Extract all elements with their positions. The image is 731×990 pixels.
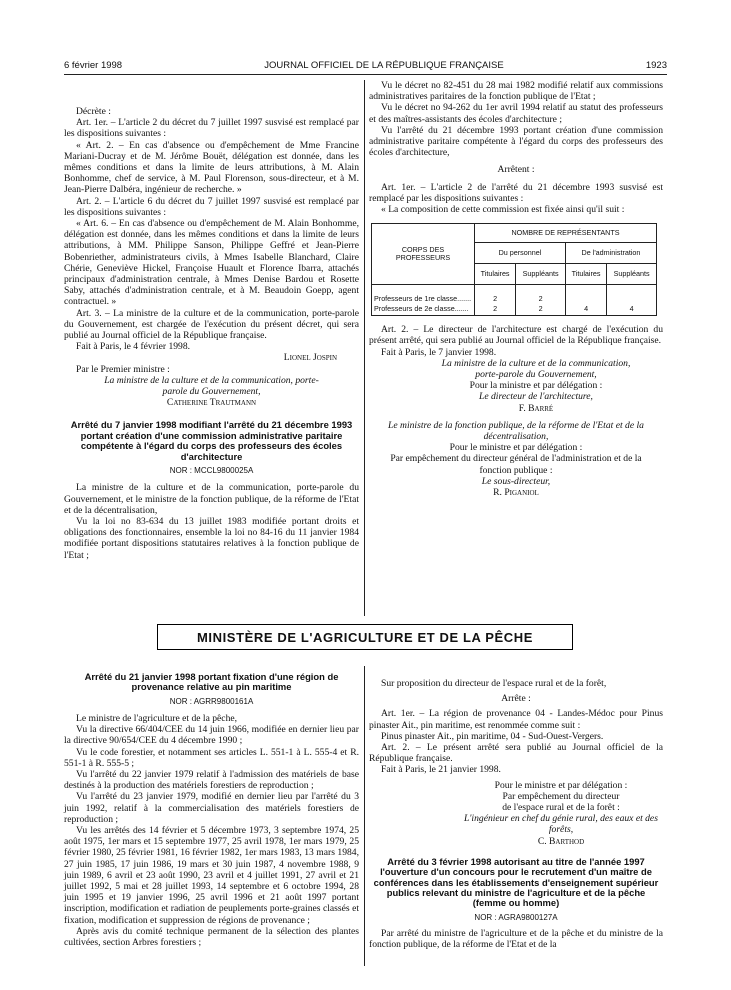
left-column-top bbox=[64, 106, 359, 561]
composition-table bbox=[371, 223, 657, 316]
table-cell bbox=[607, 285, 657, 316]
arrete1-p4: Vu le décret no 94-262 du 1er avril 1994 relatif au statut des professeurs et des maîtres-assistants des écoles d'architecture ; bbox=[369, 102, 663, 125]
cell-r2-c4: 4 bbox=[629, 304, 634, 314]
header-page-number: 1923 bbox=[645, 60, 667, 71]
arrete2-art1: Art. 1er. – La région de provenance 04 - Landes-Médoc pour Pinus pinaster Ait., pin maritime, est renommée comme suit : bbox=[369, 708, 663, 731]
arrete1-sig6: Pour le ministre et par délégation : bbox=[449, 442, 583, 454]
arrete2-art2: Art. 2. – Le présent arrêté sera publié au Journal officiel de la République française. bbox=[369, 742, 663, 765]
arrete2-p7: Après avis du comité technique permanent de la sélection des plantes cultivées, section Arbres forestiers ; bbox=[64, 925, 359, 949]
table-cell bbox=[516, 285, 566, 316]
arrete1-sig1: La ministre de la culture et de la communication, porte-parole du Gouvernement, bbox=[441, 357, 631, 381]
decree-art1-quote: « Art. 2. – En cas d'absence ou d'empêchement de Mme Francine Mariani-Ducray et de M. Jérôme Bouët, délégation est donnée, dans les mêmes conditions et dans la limite de leurs attributions, à M. Alain Bonhomme, chef de service, à M. Paul Florenson, sous-directeur, et à M. Jean-Pierre Dalbéra, ingénieur de recherche. » bbox=[64, 139, 359, 196]
row2-label: Professeurs de 2e classe....... bbox=[374, 304, 469, 314]
arrete2-p4: Vu l'arrêté du 22 janvier 1979 relatif à l'admission des matériels de base destinés à la production des matériels forestiers de reproduction ; bbox=[64, 769, 359, 792]
arrete2-p1: Le ministre de l'agriculture et de la pêche, bbox=[76, 713, 238, 725]
left-column-bottom bbox=[64, 672, 359, 948]
arrete2-title: Arrêté du 21 janvier 1998 portant fixation d'une région de provenance relative au pin maritime bbox=[84, 671, 339, 693]
arrete2-sig2: Par empêchement du directeur bbox=[502, 790, 620, 802]
arrete1-nor: NOR : MCCL9800025A bbox=[169, 466, 254, 476]
arrete1-p5: Vu l'arrêté du 21 décembre 1993 portant création d'une commission administrative paritaire compétente à l'égard du corps des professeurs des écoles d'architecture, bbox=[369, 124, 663, 159]
arrete1-art1: Art. 1er. – L'article 2 de l'arrêté du 21 décembre 1993 susvisé est remplacé par les dispositions suivantes : bbox=[369, 181, 663, 204]
cell-r2-c3: 4 bbox=[584, 304, 589, 314]
column-divider-bottom bbox=[364, 666, 365, 966]
ministry-banner bbox=[157, 624, 573, 650]
table-row-labels bbox=[372, 285, 475, 316]
arrete2-p2: Vu la directive 66/404/CEE du 14 juin 1966, modifiée en dernier lieu par la directive 90/654/CEE du 4 décembre 1990 ; bbox=[64, 724, 359, 747]
cell-r2-c2: 2 bbox=[538, 304, 543, 314]
arrete2-nor: NOR : AGRR9800161A bbox=[169, 696, 254, 706]
th-titulaires-1: Titulaires bbox=[475, 264, 516, 285]
cell-r1-c2: 2 bbox=[538, 294, 543, 304]
arrete1-arretent: Arrêtent : bbox=[497, 164, 535, 176]
cell-r2-c1: 2 bbox=[493, 304, 498, 314]
row1-label: Professeurs de 1re classe....... bbox=[374, 294, 472, 304]
arrete1-fait: Fait à Paris, le 7 janvier 1998. bbox=[381, 346, 497, 358]
arrete2-fait: Fait à Paris, le 21 janvier 1998. bbox=[381, 764, 501, 776]
decree-art2: Art. 2. – L'article 6 du décret du 7 juillet 1997 susvisé est remplacé par les dispositions suivantes : bbox=[64, 195, 359, 218]
arrete2-sig1: Pour le ministre et par délégation : bbox=[494, 779, 628, 791]
arrete2-p3: Vu le code forestier, et notamment ses articles L. 551-1 à L. 555-4 et R. 551-1 à R. 555-5 ; bbox=[64, 746, 359, 769]
arrete1-art1b: « La composition de cette commission est fixée ainsi qu'il suit : bbox=[381, 204, 625, 216]
arrete3-p1: Par arrêté du ministre de l'agriculture et de la pêche et du ministre de la fonction publique, de la réforme de l'Etat et de la bbox=[369, 928, 663, 951]
arrete1-sig5: Le ministre de la fonction publique, de la réforme de l'Etat et de la décentralisation, bbox=[388, 419, 644, 443]
arrete1-p1: La ministre de la culture et de la communication, porte-parole du Gouvernement, et le ministre de la fonction publique, de la réforme de l'Etat et de la décentralisation, bbox=[64, 482, 359, 516]
th-suppleants-1: Suppléants bbox=[516, 264, 566, 285]
arrete1-sig3: Le directeur de l'architecture, bbox=[479, 391, 593, 403]
ministry-title: MINISTÈRE DE L'AGRICULTURE ET DE LA PÊCHE bbox=[196, 629, 534, 645]
cell-r1-c1: 2 bbox=[493, 294, 498, 304]
arrete1-sig9: R. Piganiol bbox=[493, 487, 539, 499]
arrete2-p6: Vu les arrêtés des 14 février et 5 décembre 1973, 3 septembre 1974, 25 août 1975, 1er mars et 15 septembre 1977, 25 avril 1978, 1er mars 1979, 25 février 1980, 25 février 1981, 16 février 1982, 1er mars 1983, 13 mars 1984, 27 juin 1985, 17 juin 1986, 19 mars et 30 juin 1987, 4 novembre 1988, 9 juin 1989, 6 avril et 23 août 1990, 23 avril et 4 juillet 1991, 27 avril et 21 juillet 1992, 5 mai et 28 juillet 1993, 14 septembre et 6 octobre 1994, 28 juin 1995 et 19 janvier 1996, 25 avril 1996 et 21 août 1997 portant inscription, modification et radiation de peuplements porte-graines classés et fixation, modification et suppression de régions de provenance ; bbox=[64, 825, 359, 926]
page-header bbox=[64, 60, 667, 75]
arrete1-p2: Vu la loi no 83-634 du 13 juillet 1983 modifiée portant droits et obligations des fonctionnaires, ensemble la loi no 84-16 du 11 janvier 1984 modifiée portant dispositions statutaires relatives à la fonction publique de l'Etat ; bbox=[64, 515, 359, 561]
arrete3-title: Arrêté du 3 février 1998 autorisant au titre de l'année 1997 l'ouverture d'un concours pour le recrutement d'un maître de conférences dans les établissements d'enseignement supérieur publics relevant du ministre de l'agriculture et de la pêche (femme ou homme) bbox=[373, 855, 659, 909]
th-suppleants-2: Suppléants bbox=[607, 264, 657, 285]
header-journal-title: JOURNAL OFFICIEL DE LA RÉPUBLIQUE FRANÇAISE bbox=[264, 60, 504, 71]
arrete3-nor: NOR : AGRA9800127A bbox=[474, 912, 558, 922]
th-corps: CORPS DES PROFESSEURS bbox=[372, 224, 475, 285]
arrete2-sig4: L'ingénieur en chef du génie rural, des eaux et des forêts, bbox=[464, 813, 658, 836]
decree-art3: Art. 3. – La ministre de la culture et de la communication, porte-parole du Gouvernement, est chargée de l'exécution du présent décret, qui sera publié au Journal officiel de la République française. bbox=[64, 307, 359, 342]
column-divider-top bbox=[364, 80, 365, 616]
signature-ministre-culture-title: La ministre de la culture et de la communication, porte-parole du Gouvernement, bbox=[104, 374, 319, 398]
arrete2-arrete: Arrête : bbox=[501, 693, 531, 705]
signature-trautmann: Catherine Trautmann bbox=[166, 397, 257, 409]
arrete2-p5: Vu l'arrêté du 23 janvier 1979, modifié en dernier lieu par l'arrêté du 3 juin 1992, relatif à la commercialisation des matériels forestiers de reproduction ; bbox=[64, 791, 359, 825]
arrete1-art2: Art. 2. – Le directeur de l'architecture est chargé de l'exécution du présent arrêté, qui sera publié au Journal officiel de la République française. bbox=[369, 324, 663, 347]
arrete2-p8: Sur proposition du directeur de l'espace rural et de la forêt, bbox=[381, 678, 607, 689]
arrete1-sig2: Pour la ministre et par délégation : bbox=[469, 380, 603, 392]
arrete1-sig8: Le sous-directeur, bbox=[481, 475, 551, 487]
th-nombre: NOMBRE DE REPRÉSENTANTS bbox=[475, 224, 657, 243]
th-titulaires-2: Titulaires bbox=[565, 264, 606, 285]
decree-art1: Art. 1er. – L'article 2 du décret du 7 juillet 1997 susvisé est remplacé par les dispositions suivantes : bbox=[64, 117, 359, 140]
arrete1-title: Arrêté du 7 janvier 1998 modifiant l'arrêté du 21 décembre 1993 portant création d'une commission administrative paritaire compétente à l'égard du corps des professeurs des écoles d'architecture bbox=[70, 419, 353, 462]
decree-fait: Fait à Paris, le 4 février 1998. bbox=[76, 341, 191, 353]
table-cell bbox=[565, 285, 606, 316]
arrete2-art1b: Pinus pinaster Ait., pin maritime, 04 - Sud-Ouest-Vergers. bbox=[381, 730, 604, 742]
arrete1-sig7: Par empêchement du directeur général de l'administration et de la fonction publique : bbox=[390, 453, 642, 476]
right-column-bottom bbox=[369, 678, 663, 950]
arrete2-sig3: de l'espace rural et de la forêt : bbox=[502, 802, 620, 814]
decree-par-premier-ministre: Par le Premier ministre : bbox=[76, 363, 170, 375]
signature-jospin: Lionel Jospin bbox=[283, 352, 337, 364]
header-date: 6 février 1998 bbox=[64, 60, 123, 71]
arrete1-p3: Vu le décret no 82-451 du 28 mai 1982 modifié relatif aux commissions administratives paritaires de la fonction publique de l'Etat ; bbox=[369, 80, 663, 103]
decree-art2-quote: « Art. 6. – En cas d'absence ou d'empêchement de M. Alain Bonhomme, délégation est donnée, dans les mêmes conditions et dans la limite de leurs attributions, à MM. Philippe Sanson, Philippe Geffré et Jean-Pierre Bobenriether, administrateurs civils, à Mmes Isabelle Blanchard, Claire Chérie, Geneviève Hickel, Françoise Huault et Florence Ibarra, attachés principaux d'administration centrale, à Mmes Denise Bardou et Rosette Saby, attachés d'administration centrale, et à M. Beaudoin Goepp, agent contractuel. » bbox=[64, 218, 359, 308]
arrete2-sig5: C. Barthod bbox=[537, 835, 585, 847]
table-cell bbox=[475, 285, 516, 316]
decrete-text: Décrète : bbox=[76, 106, 111, 117]
th-personnel: Du personnel bbox=[475, 243, 566, 264]
right-column-top bbox=[369, 80, 663, 498]
arrete1-sig4: F. Barré bbox=[518, 402, 554, 414]
th-administration: De l'administration bbox=[565, 243, 656, 264]
